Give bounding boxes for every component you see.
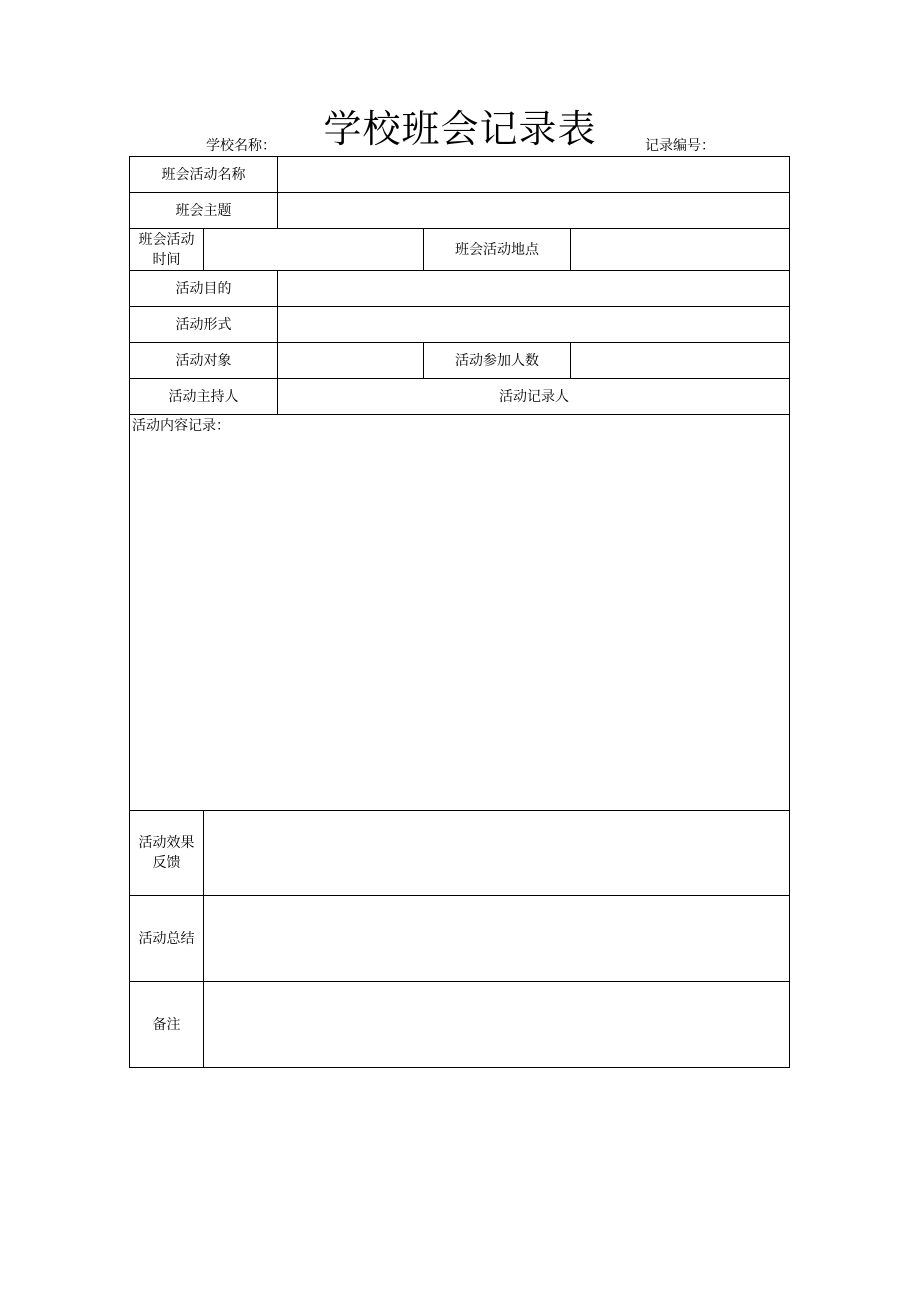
host-recorder-cell[interactable] <box>277 378 790 414</box>
table-border-bottom <box>129 1067 790 1068</box>
host-label: 活动主持人 <box>129 378 277 414</box>
feedback-field[interactable] <box>203 810 790 895</box>
participants-field[interactable] <box>570 342 790 378</box>
table-border-right <box>789 156 790 1068</box>
content-record-area[interactable] <box>129 414 790 810</box>
theme-label: 班会主题 <box>129 192 277 228</box>
participants-label: 活动参加人数 <box>423 342 570 378</box>
meeting-record-form <box>129 156 790 1068</box>
format-label: 活动形式 <box>129 306 277 342</box>
summary-label: 活动总结 <box>129 895 203 981</box>
location-field[interactable] <box>570 228 790 270</box>
purpose-label: 活动目的 <box>129 270 277 306</box>
theme-field[interactable] <box>277 192 790 228</box>
activity-name-field[interactable] <box>277 156 790 192</box>
activity-name-label: 班会活动名称 <box>129 156 277 192</box>
remarks-field[interactable] <box>203 981 790 1068</box>
time-label: 班会活动时间 <box>129 228 203 270</box>
location-label: 班会活动地点 <box>423 228 570 270</box>
recorder-label: 活动记录人 <box>499 388 569 405</box>
target-field[interactable] <box>277 342 423 378</box>
feedback-label: 活动效果反馈 <box>129 810 203 895</box>
record-number-label: 记录编号： <box>645 138 715 154</box>
format-field[interactable] <box>277 306 790 342</box>
summary-field[interactable] <box>203 895 790 981</box>
school-name-label: 学校名称： <box>206 138 276 154</box>
purpose-field[interactable] <box>277 270 790 306</box>
target-label: 活动对象 <box>129 342 277 378</box>
page-title: 学校班会记录表 <box>323 107 597 152</box>
content-record-label: 活动内容记录： <box>132 418 230 434</box>
remarks-label: 备注 <box>129 981 203 1068</box>
time-field[interactable] <box>203 228 423 270</box>
